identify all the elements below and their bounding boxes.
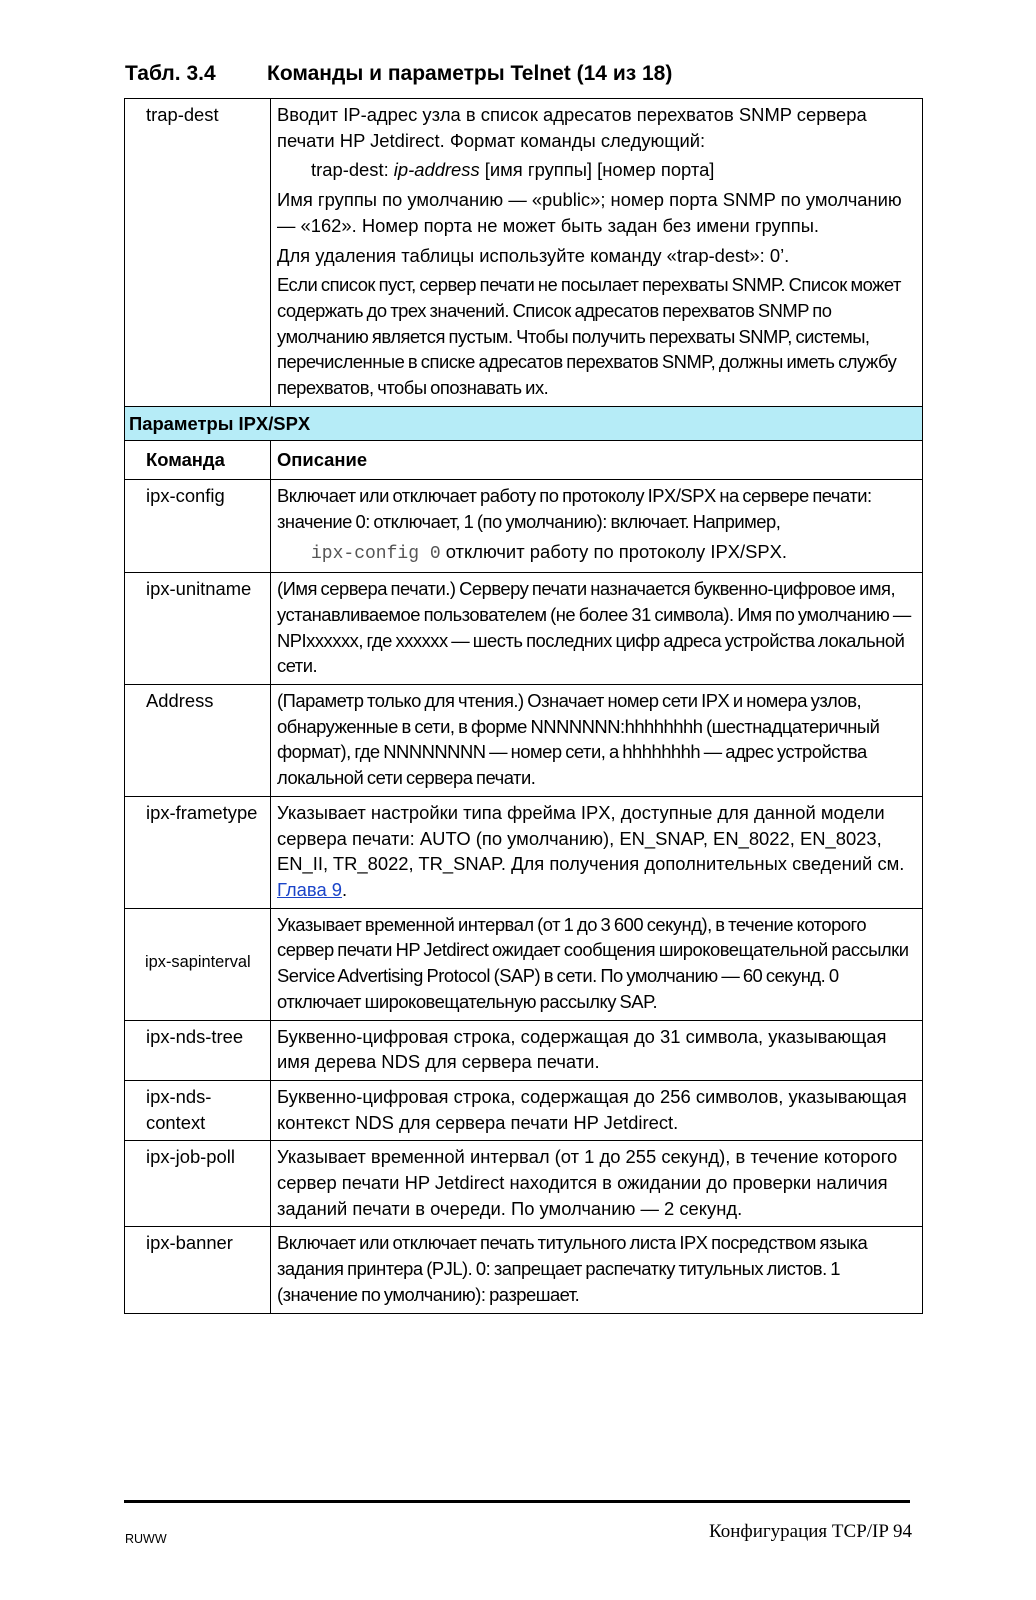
table-number: Табл. 3.4 xyxy=(125,62,216,85)
column-header-description: Описание xyxy=(271,441,923,480)
table-row xyxy=(125,1141,923,1227)
table-title: Команды и параметры Telnet (14 из 18) xyxy=(267,62,673,85)
command-ipx-job-poll: ipx-job-poll xyxy=(125,1141,271,1227)
syntax-options: [имя группы] [номер порта] xyxy=(479,159,715,181)
example-code: ipx-config 0 xyxy=(311,543,441,564)
example-text: отключит работу по протоколу IPX/SPX. xyxy=(440,540,788,562)
syntax-command: trap-dest: xyxy=(311,159,394,181)
description-ipx-nds-context: Буквенно-цифровая строка, содержащая до 256 символов, указывающая контекст NDS для сервера печати HP Jetdirect. xyxy=(271,1080,923,1140)
command-line: ipx-nds- xyxy=(146,1085,212,1107)
description-text: Если список пуст, сервер печати не посылает перехваты SNMP. Список может содержать до трех значений. Список адресатов перехватов SNMP по умолчанию является пустым. Чтобы получить перехваты SNMP, системы, перечисленные в списке адресатов перехватов SNMP, должны иметь службу перехватов, чтобы опознавать их. xyxy=(277,274,901,399)
description-text: Для удаления таблицы используйте команду «trap-dest»: 0’. xyxy=(277,244,790,266)
command-ipx-unitname: ipx-unitname xyxy=(125,573,271,685)
footer-page-label: Конфигурация TCP/IP 94 xyxy=(709,1521,912,1542)
command-address: Address xyxy=(125,685,271,797)
description-ipx-sapinterval: Указывает временной интервал (от 1 до 3 600 секунд), в течение которого сервер печати HP Jetdirect ожидает сообщения широковещательной рассылки Service Advertising Protocol (SAP) в сети. По умолчанию — 60 секунд. 0 отключает широковещательную рассылку SAP. xyxy=(271,908,923,1020)
description-trap-dest xyxy=(271,99,923,407)
description-address: (Параметр только для чтения.) Означает номер сети IPX и номера узлов, обнаруженные в сети, в форме NNNNNNN:hhhhhhhh (шестнадцатеричный формат), где NNNNNNNN — номер сети, а hhhhhhhh — адрес устройства локальной сети сервера печати. xyxy=(271,685,923,797)
command-ipx-banner: ipx-banner xyxy=(125,1227,271,1313)
description-text-end: . xyxy=(342,878,348,900)
description-ipx-nds-tree: Буквенно-цифровая строка, содержащая до 31 символа, указывающая имя дерева NDS для сервера печати. xyxy=(271,1020,923,1080)
table-row xyxy=(125,1227,923,1313)
table-row xyxy=(125,1020,923,1080)
description-ipx-frametype xyxy=(271,796,923,908)
section-title: Параметры IPX/SPX xyxy=(125,406,923,441)
description-ipx-config xyxy=(271,480,923,573)
table-row xyxy=(125,99,923,407)
command-ipx-config: ipx-config xyxy=(125,480,271,573)
footer-left-label: RUWW xyxy=(125,1532,167,1546)
syntax-argument: ip-address xyxy=(393,159,480,181)
table-row xyxy=(125,573,923,685)
command-line: context xyxy=(146,1111,206,1133)
chapter-9-link[interactable]: Глава 9 xyxy=(277,878,343,900)
description-text: Указывает настройки типа фрейма IPX, доступные для данной модели сервера печати: AUTO (по умолчанию), EN_SNAP, EN_8022, EN_8023, EN_II, TR_8022, TR_SNAP. Для получения дополнительных сведений см. xyxy=(277,801,905,875)
description-text: Вводит IP-адрес узла в список адресатов перехватов SNMP сервера печати HP Jetdirect. Формат команды следующий: xyxy=(277,104,867,151)
column-header-row xyxy=(125,441,923,480)
command-ipx-frametype: ipx-frametype xyxy=(125,796,271,908)
description-ipx-unitname: (Имя сервера печати.) Серверу печати назначается буквенно-цифровое имя, устанавливаемое пользователем (не более 31 символа). Имя по умолчанию — NPIxxxxxx, где xxxxxx — шесть последних цифр адреса устройства локальной сети. xyxy=(271,573,923,685)
description-text: Имя группы по умолчанию — «public»; номер порта SNMP по умолчанию — «162». Номер порта не может быть задан без имени группы. xyxy=(277,189,902,236)
description-ipx-job-poll: Указывает временной интервал (от 1 до 255 секунд), в течение которого сервер печати HP Jetdirect находится в ожидании до проверки наличия заданий печати в очереди. По умолчанию — 2 секунд. xyxy=(271,1141,923,1227)
table-row xyxy=(125,685,923,797)
command-ipx-nds-context xyxy=(125,1080,271,1140)
footer-rule xyxy=(124,1500,910,1503)
command-ipx-nds-tree: ipx-nds-tree xyxy=(125,1020,271,1080)
syntax-line xyxy=(277,157,916,183)
description-ipx-banner: Включает или отключает печать титульного листа IPX посредством языка задания принтера (PJL). 0: запрещает распечатку титульных листов. 1 (значение по умолчанию): разрешает. xyxy=(271,1227,923,1313)
command-ipx-sapinterval: ipx-sapinterval xyxy=(125,908,271,1020)
column-header-command: Команда xyxy=(125,441,271,480)
command-trap-dest: trap-dest xyxy=(125,99,271,407)
table-row xyxy=(125,908,923,1020)
table-row xyxy=(125,480,923,573)
table-row xyxy=(125,1080,923,1140)
table-caption xyxy=(125,62,672,86)
description-text: Включает или отключает работу по протоколу IPX/SPX на сервере печати: значение 0: отключает, 1 (по умолчанию): включает. Например, xyxy=(277,485,872,532)
table-row xyxy=(125,796,923,908)
example-line xyxy=(277,539,916,568)
telnet-commands-table xyxy=(124,98,923,1314)
section-header-row xyxy=(125,406,923,441)
